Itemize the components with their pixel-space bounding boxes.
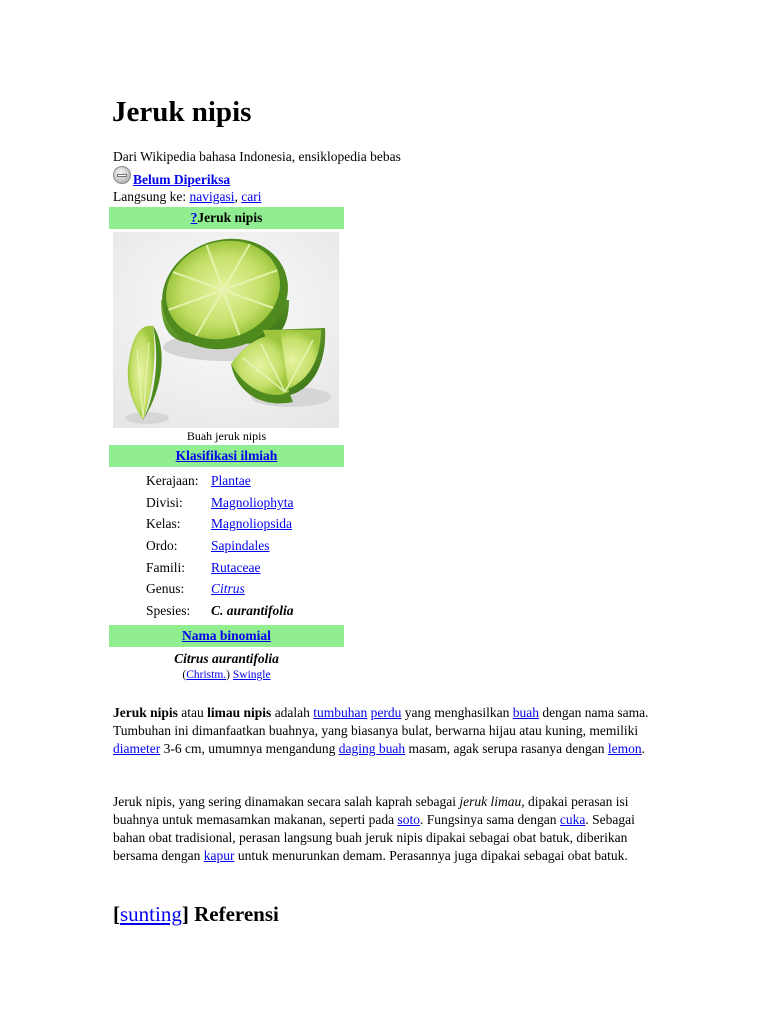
text: masam, agak serupa rasanya dengan — [405, 741, 608, 756]
text: yang menghasilkan — [401, 705, 513, 720]
edit-section-link[interactable]: sunting — [120, 902, 182, 926]
taxonomy-species-value: C. aurantifolia — [211, 603, 294, 619]
bold-term: Jeruk nipis — [113, 705, 178, 720]
section-title: Referensi — [194, 902, 279, 926]
bracket-open: [ — [113, 902, 120, 926]
taxonomy-label: Kelas: — [146, 516, 181, 532]
jump-prefix: Langsung ke: — [113, 189, 190, 204]
lime-fruit-image[interactable] — [113, 232, 339, 428]
taxonomy-value-link[interactable]: Magnoliopsida — [211, 516, 292, 532]
taxonomy-value-link[interactable]: Sapindales — [211, 538, 270, 554]
article-link[interactable]: lemon — [607, 741, 642, 756]
article-link[interactable]: tumbuhan — [313, 705, 368, 720]
article-paragraph-2 — [113, 793, 658, 865]
bracket-close: ] — [181, 902, 195, 926]
authority-link-swingle[interactable]: Swingle — [232, 669, 271, 681]
classification-link[interactable]: Klasifikasi ilmiah — [175, 448, 278, 463]
text: . — [641, 741, 645, 756]
taxonomy-value-link[interactable]: Magnoliophyta — [211, 494, 294, 510]
taxonomy-label: Spesies: — [146, 603, 191, 619]
text: 3-6 cm, umumnya mengandung — [160, 741, 339, 756]
infobox-help-link[interactable]: ? — [190, 210, 198, 225]
bold-term: limau nipis — [207, 705, 272, 720]
text: . Sebagai bahan obat tradisional, perasan langsung buah jeruk nipis dipakai sebagai obat batuk, diberikan bersama dengan — [113, 812, 635, 863]
text: . Fungsinya sama dengan — [420, 812, 560, 827]
article-link[interactable]: kapur — [203, 848, 235, 863]
lime-fruit-photo — [113, 232, 339, 428]
authority-link-christm[interactable]: Christm. — [186, 669, 227, 681]
unchecked-status-link[interactable]: Belum Diperiksa — [133, 172, 231, 187]
authority-close: ) — [226, 669, 233, 681]
page-subtitle: Dari Wikipedia bahasa Indonesia, ensiklopedia bebas — [113, 149, 401, 164]
infobox-title — [109, 207, 344, 229]
taxonomy-value-link[interactable]: Rutaceae — [211, 559, 261, 575]
text: dengan nama sama. Tumbuhan ini dimanfaatkan buahnya, yang biasanya bulat, berwarna hijau atau kuning, memiliki — [113, 705, 649, 738]
status-unchecked-icon — [113, 166, 131, 184]
taxonomy-label: Divisi: — [146, 494, 183, 510]
article-link[interactable]: daging buah — [338, 741, 406, 756]
taxonomy-value-link[interactable]: Citrus — [211, 581, 245, 597]
italic-term: jeruk limau — [459, 794, 522, 809]
taxonomy-label: Ordo: — [146, 538, 178, 554]
jump-separator: , — [234, 189, 242, 204]
article-link[interactable]: perdu — [370, 705, 402, 720]
article-link[interactable]: buah — [512, 705, 540, 720]
classification-header — [109, 445, 344, 467]
search-link[interactable]: cari — [241, 189, 262, 204]
binomial-header — [109, 625, 344, 647]
section-heading-references — [113, 900, 279, 928]
article-link[interactable]: soto — [397, 812, 421, 827]
binomial-authority — [109, 668, 344, 682]
binomial-link[interactable]: Nama binomial — [182, 628, 271, 643]
page-title: Jeruk nipis — [112, 96, 252, 128]
jump-links — [113, 189, 261, 205]
infobox-title-text: Jeruk nipis — [197, 210, 263, 225]
text: , dipakai perasan isi buahnya untuk memasamkan makanan, seperti pada — [113, 794, 629, 827]
authority-open: ( — [182, 669, 187, 681]
taxonomy-label: Kerajaan: — [146, 473, 199, 488]
article-link[interactable]: cuka — [559, 812, 586, 827]
article-paragraph-1 — [113, 704, 658, 758]
navigation-link[interactable]: navigasi — [189, 189, 235, 204]
text: atau — [177, 705, 208, 720]
taxonomy-label: Famili: — [146, 559, 186, 575]
taxonomy-value-link[interactable]: Plantae — [211, 473, 251, 488]
binomial-name: Citrus aurantifolia — [174, 651, 279, 666]
text: adalah — [271, 705, 314, 720]
text: untuk menurunkan demam. Perasannya juga dipakai sebagai obat batuk. — [234, 848, 628, 863]
infobox-caption: Buah jeruk nipis — [186, 429, 267, 443]
text: Jeruk nipis, yang sering dinamakan secara salah kaprah sebagai — [113, 794, 460, 809]
taxonomy-label: Genus: — [146, 581, 185, 597]
article-link[interactable]: diameter — [113, 741, 161, 756]
